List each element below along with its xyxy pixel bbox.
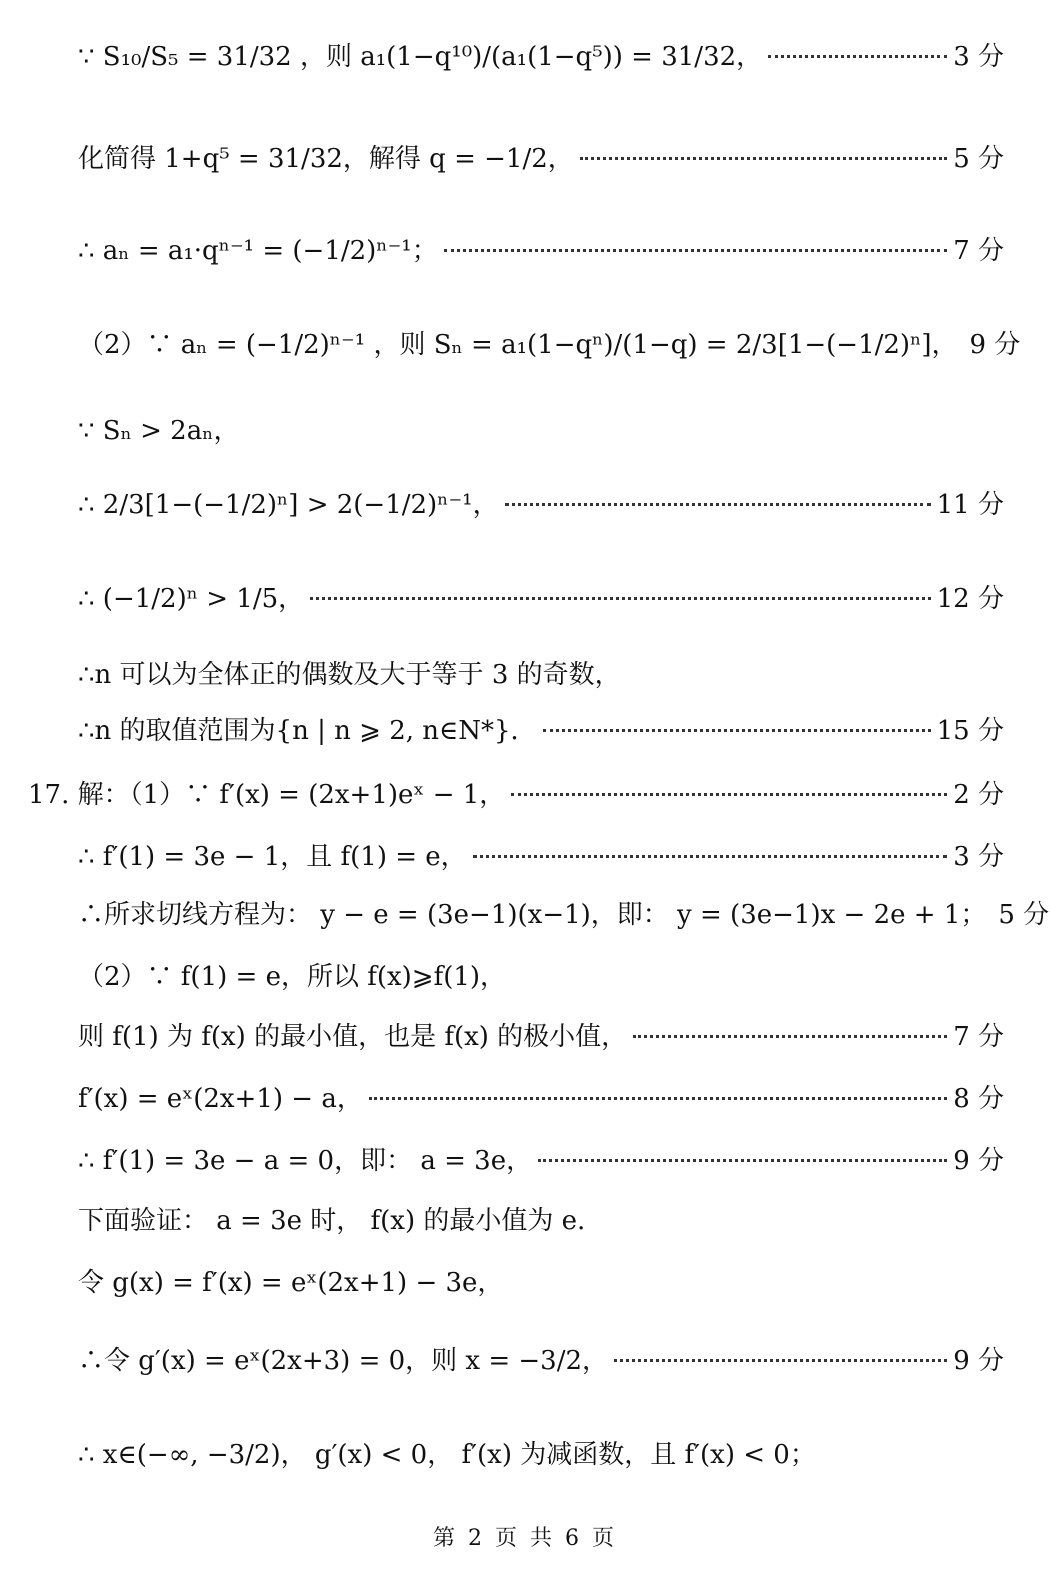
- line-15: [78, 1074, 1004, 1118]
- line-11: [78, 832, 1004, 876]
- line-10: [28, 770, 1004, 814]
- line-20: [78, 1430, 1004, 1474]
- line-9: [78, 706, 1004, 750]
- line-7: [78, 574, 1004, 618]
- dotted-leader: [473, 855, 948, 858]
- line-16: [78, 1136, 1004, 1180]
- dotted-leader: [614, 1359, 947, 1362]
- line-4-score: 9 分: [969, 329, 1021, 360]
- line-5-text: ∵ Sₙ > 2aₙ，: [78, 415, 240, 446]
- line-2: [78, 134, 1004, 178]
- dotted-leader: [511, 793, 947, 796]
- line-10-text: 17. 解：（1）∵ f′(x) = (2x+1)eˣ − 1，: [28, 779, 506, 810]
- dotted-leader: [369, 1097, 947, 1100]
- line-7-score: 12 分: [936, 583, 1004, 614]
- line-3-score: 7 分: [953, 235, 1004, 266]
- dotted-leader: [768, 55, 947, 58]
- line-19-score: 9 分: [953, 1345, 1004, 1376]
- line-3: [78, 226, 1004, 270]
- line-13: [78, 952, 1004, 996]
- line-2-text: 化简得 1+q⁵ = 31/32，解得 q = −1/2，: [78, 143, 574, 174]
- line-17-text: 下面验证： a = 3e 时， f(x) 的最小值为 e.: [78, 1205, 586, 1236]
- line-1-text: ∵ S₁₀/S₅ = 31/32 ，则 a₁(1−q¹⁰)/(a₁(1−q⁵)) = 31/32，: [78, 41, 763, 72]
- line-19: [78, 1336, 1004, 1380]
- line-1: [78, 32, 1004, 76]
- line-13-text: （2）∵ f(1) = e，所以 f(x)⩾f(1)，: [78, 961, 507, 992]
- line-2-score: 5 分: [953, 143, 1004, 174]
- line-16-score: 9 分: [953, 1145, 1004, 1176]
- line-4-text: （2）∵ aₙ = (−1/2)ⁿ⁻¹ ，则 Sₙ = a₁(1−qⁿ)/(1−q) = 2/3[1−(−1/2)ⁿ]，: [78, 329, 958, 360]
- page-footer: 第 2 页 共 6 页: [433, 1526, 617, 1551]
- line-4: [78, 320, 1021, 364]
- line-18: [78, 1258, 1004, 1302]
- dotted-leader: [633, 1035, 947, 1038]
- line-9-text: ∴n 的取值范围为{n | n ⩾ 2, n∈N*}．: [78, 715, 537, 746]
- line-17: [78, 1196, 1004, 1240]
- line-14: [78, 1012, 1004, 1056]
- line-16-text: ∴ f′(1) = 3e − a = 0，即： a = 3e，: [78, 1145, 533, 1176]
- line-12-score: 5 分: [998, 899, 1050, 930]
- line-14-score: 7 分: [953, 1021, 1004, 1052]
- line-5: [78, 406, 1004, 450]
- line-7-text: ∴ (−1/2)ⁿ > 1/5，: [78, 583, 305, 614]
- line-20-text: ∴ x∈(−∞, −3/2)， g′(x) < 0， f′(x) 为减函数，且 f′(x) < 0；: [78, 1439, 816, 1470]
- line-3-text: ∴ aₙ = a₁·qⁿ⁻¹ = (−1/2)ⁿ⁻¹；: [78, 235, 438, 266]
- line-12: [78, 890, 1050, 934]
- line-10-score: 2 分: [953, 779, 1004, 810]
- dotted-leader: [444, 249, 947, 252]
- dotted-leader: [543, 729, 931, 732]
- line-15-text: f′(x) = eˣ(2x+1) − a，: [78, 1083, 363, 1114]
- dotted-leader: [580, 157, 947, 160]
- line-14-text: 则 f(1) 为 f(x) 的最小值，也是 f(x) 的极小值，: [78, 1021, 628, 1052]
- line-18-text: 令 g(x) = f′(x) = eˣ(2x+1) − 3e，: [78, 1267, 504, 1298]
- line-8: [78, 650, 1004, 694]
- line-1-score: 3 分: [953, 41, 1004, 72]
- line-19-text: ∴令 g′(x) = eˣ(2x+3) = 0，则 x = −3/2，: [78, 1345, 609, 1376]
- line-9-score: 15 分: [936, 715, 1004, 746]
- line-6-score: 11 分: [936, 489, 1004, 520]
- dotted-leader: [310, 597, 931, 600]
- line-11-text: ∴ f′(1) = 3e − 1，且 f(1) = e，: [78, 841, 467, 872]
- line-12-text: ∴所求切线方程为： y − e = (3e−1)(x−1)，即： y = (3e−1)x − 2e + 1；: [78, 899, 987, 930]
- line-6-text: ∴ 2/3[1−(−1/2)ⁿ] > 2(−1/2)ⁿ⁻¹，: [78, 489, 499, 520]
- dotted-leader: [505, 503, 931, 506]
- line-11-score: 3 分: [953, 841, 1004, 872]
- line-15-score: 8 分: [953, 1083, 1004, 1114]
- dotted-leader: [538, 1159, 947, 1162]
- line-8-text: ∴n 可以为全体正的偶数及大于等于 3 的奇数，: [78, 659, 621, 690]
- line-6: [78, 480, 1004, 524]
